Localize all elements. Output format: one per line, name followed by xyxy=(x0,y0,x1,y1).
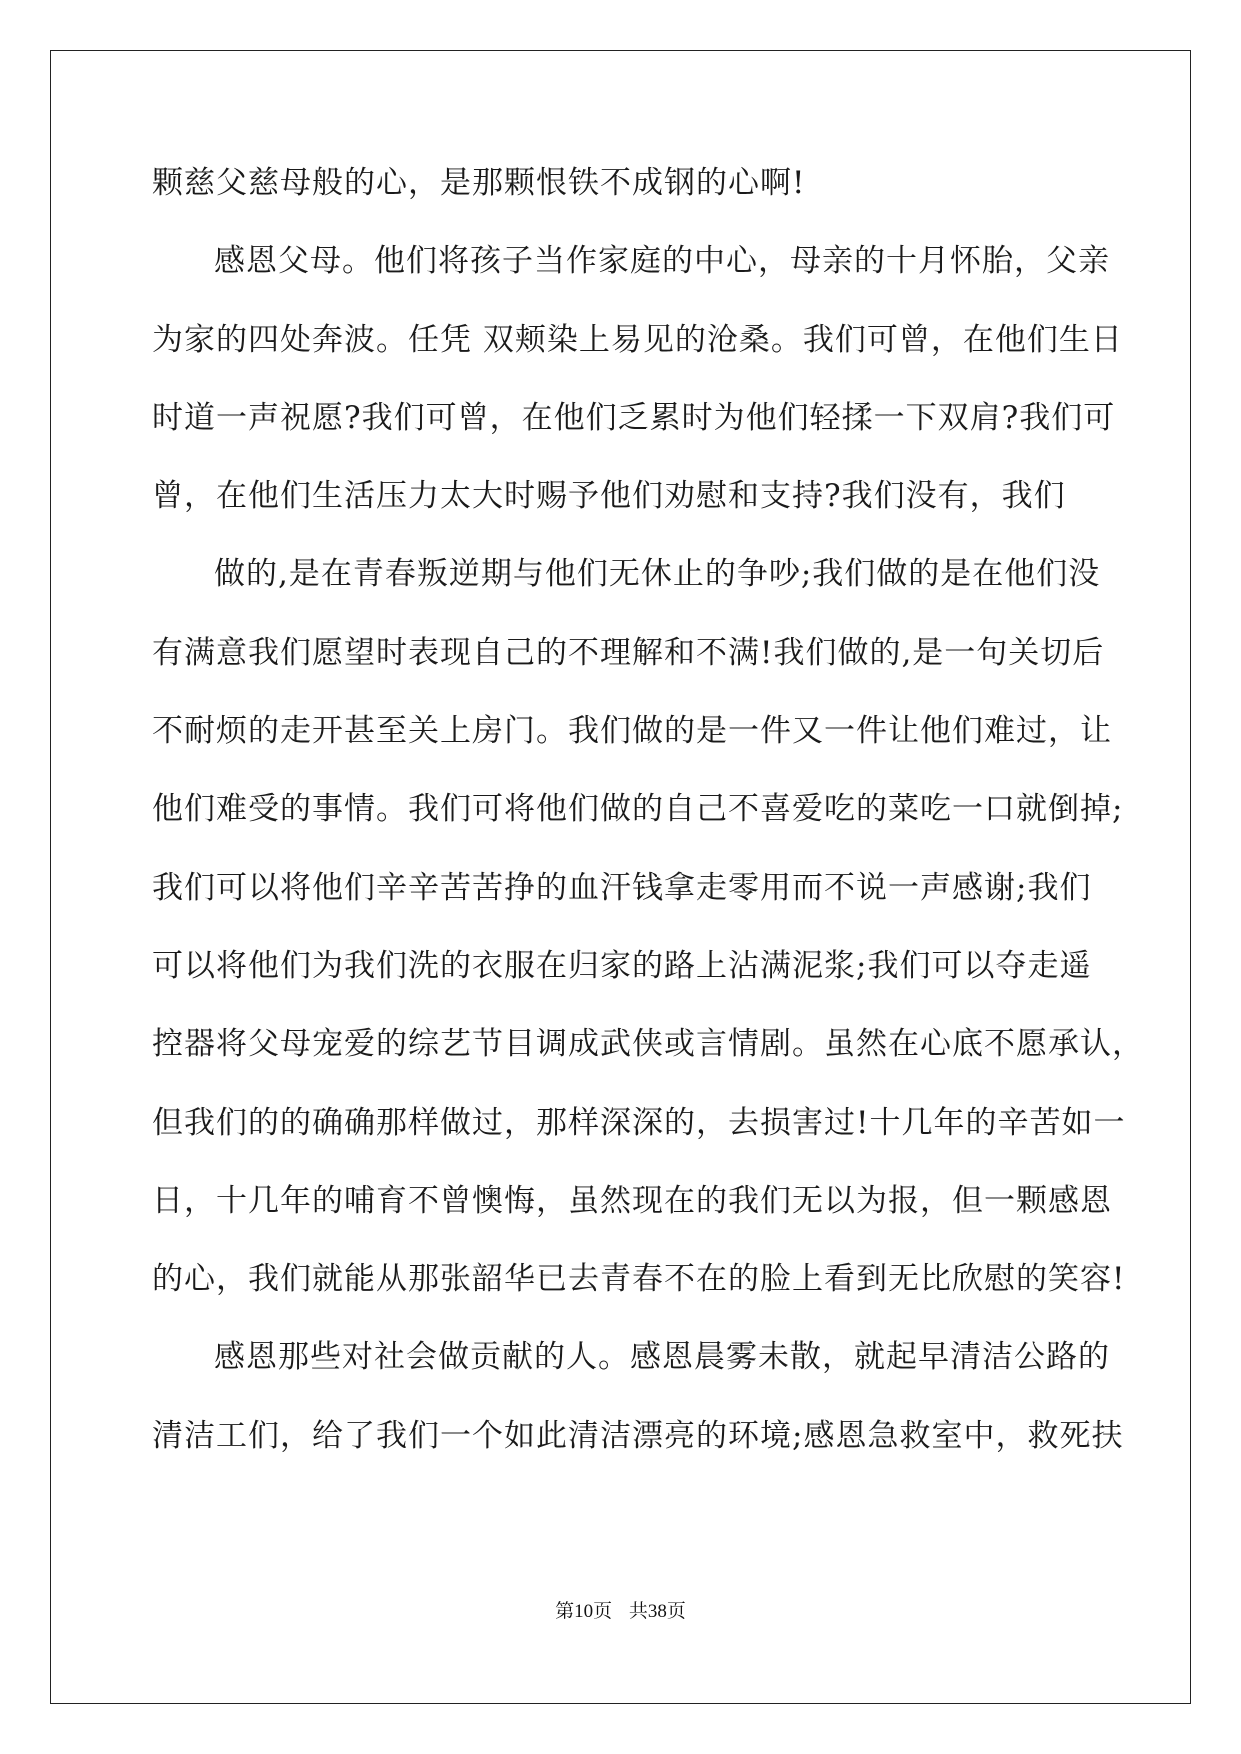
page-number: 第10页 xyxy=(555,1601,613,1622)
text-line: 做的,是在青春叛逆期与他们无休止的争吵;我们做的是在他们没 xyxy=(214,556,1101,593)
text-line: 但我们的的确确那样做过，那样深深的，去损害过!十几年的辛苦如一 xyxy=(152,1104,1126,1141)
text-line: 可以将他们为我们洗的衣服在归家的路上沾满泥浆;我们可以夺走遥 xyxy=(152,947,1092,984)
text-line: 的心，我们就能从那张韶华已去青春不在的脸上看到无比欣慰的笑容! xyxy=(152,1261,1126,1298)
text-line: 时道一声祝愿?我们可曾，在他们乏累时为他们轻揉一下双肩?我们可 xyxy=(152,399,1116,436)
text-line: 清洁工们，给了我们一个如此清洁漂亮的环境;感恩急救室中，救死扶 xyxy=(152,1417,1124,1454)
document-body xyxy=(152,160,1144,1491)
text-line: 有满意我们愿望时表现自己的不理解和不满!我们做的,是一句关切后 xyxy=(152,634,1105,671)
text-line: 颗慈父慈母般的心，是那颗恨铁不成钢的心啊! xyxy=(152,165,806,201)
text-line: 为家的四处奔波。任凭 双颊染上易见的沧桑。我们可曾，在他们生日 xyxy=(152,321,1123,358)
text-line: 感恩父母。他们将孩子当作家庭的中心，母亲的十月怀胎，父亲 xyxy=(214,243,1110,280)
text-line: 不耐烦的走开甚至关上房门。我们做的是一件又一件让他们难过，让 xyxy=(152,713,1112,750)
text-line: 日，十几年的哺育不曾懊悔，虽然现在的我们无以为报，但一颗感恩 xyxy=(152,1182,1112,1219)
text-line: 感恩那些对社会做贡献的人。感恩晨雾未散，就起早清洁公路的 xyxy=(214,1339,1110,1376)
text-line: 控器将父母宠爱的综艺节目调成武侠或言情剧。虽然在心底不愿承认， xyxy=(152,1026,1144,1063)
text-line: 我们可以将他们辛辛苦苦挣的血汗钱拿走零用而不说一声感谢;我们 xyxy=(152,869,1092,906)
page-total: 共38页 xyxy=(628,1601,686,1622)
page-footer xyxy=(0,1596,1241,1623)
text-line: 曾，在他们生活压力太大时赐予他们劝慰和支持?我们没有，我们 xyxy=(152,478,1066,515)
text-line: 他们难受的事情。我们可将他们做的自己不喜爱吃的菜吃一口就倒掉; xyxy=(152,791,1124,828)
